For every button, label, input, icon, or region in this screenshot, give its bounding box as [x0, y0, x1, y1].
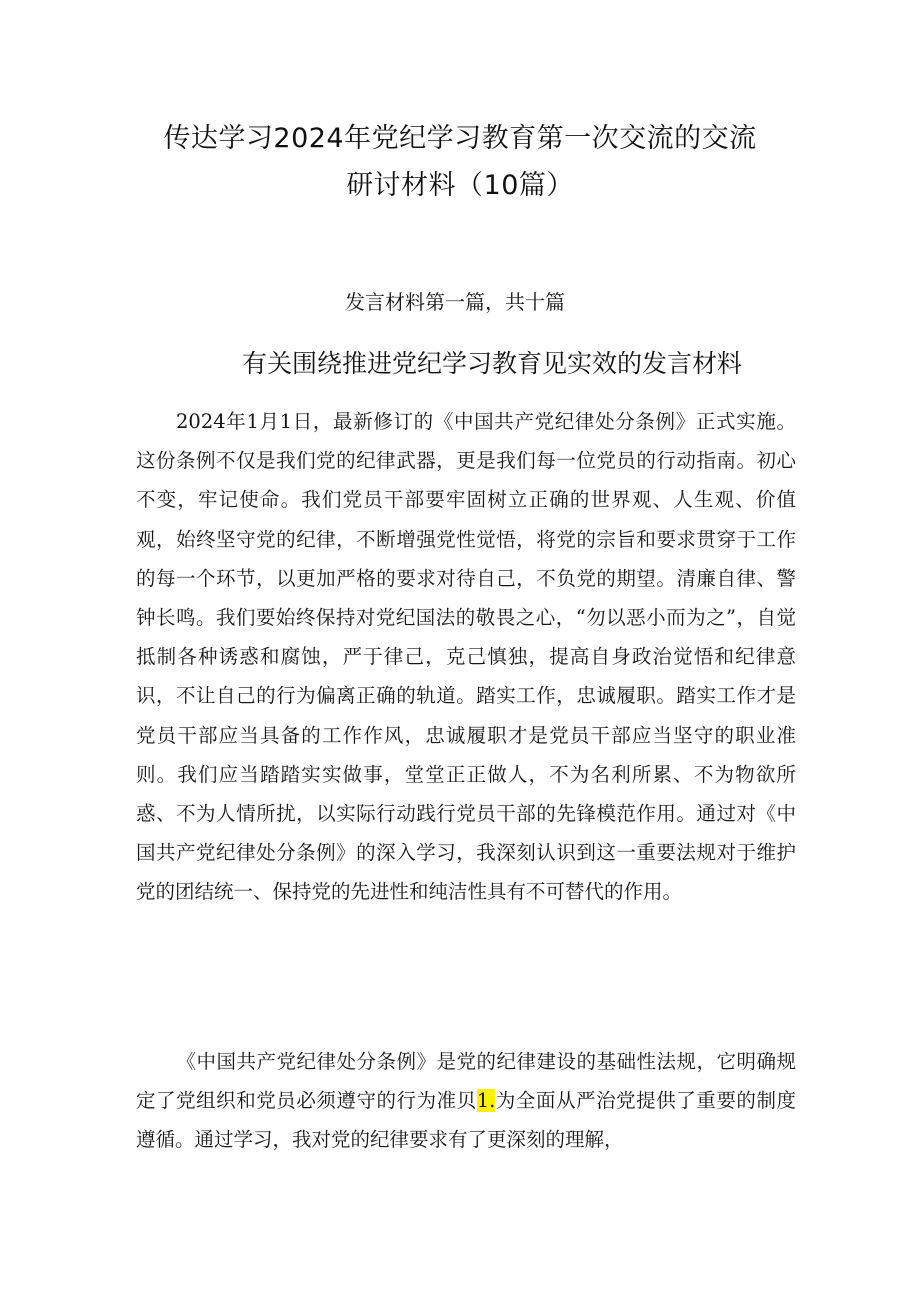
section-label: 发言材料第一篇，共十篇 [345, 290, 565, 314]
body-paragraph-1 [136, 402, 796, 1020]
paragraph-2-text-before: 《中国共产党纪律处分条例》是党的纪律建设的基础性法规，它明确规定了党组织和党员必须遵守的行为准贝 [136, 1050, 796, 1113]
speech-title: 有关围绕推进党纪学习教育见实效的发言材料 [242, 349, 743, 378]
highlighted-text: 1. [476, 1089, 496, 1113]
paragraph-2-text-after: 为全面从严治党提供了重要的制度遵循。通过学习，我对党的纪律要求有了更深刻的理解， [136, 1089, 796, 1152]
document-title-line-2: 研讨材料（10篇） [346, 170, 574, 201]
paragraph-1-text: 2024年1月1日，最新修订的《中国共产党纪律处分条例》正式实施。这份条例不仅是我们党的纪律武器，更是我们每一位党员的行动指南。初心不变，牢记使命。我们党员干部要牢固树立正确的世界观、人生观、价值观，始终坚守党的纪律，不断增强党性觉悟，将党的宗旨和要求贯穿于工作的每一个环节，以更加严格的要求对待自己，不负党的期望。清廉自律、警钟长鸣。我们要始终保持对党纪国法的敬畏之心，“勿以恶小而为之”，自觉抵制各种诱惑和腐蚀，严于律己，克己慎独，提高自身政治觉悟和纪律意识，不让自己的行为偏离正确的轨道。踏实工作，忠诚履职。踏实工作才是党员干部应当具备的工作作风，忠诚履职才是党员干部应当坚守的职业准则。我们应当踏踏实实做事，堂堂正正做人，不为名利所累、不为物欲所惑、不为人情所扰，以实际行动践行党员干部的先锋模范作用。通过对《中国共产党纪律处分条例》的深入学习，我深刻认识到这一重要法规对于维护党的团结统一、保持党的先进性和纯洁性具有不可替代的作用。 [136, 410, 796, 904]
document-title-line-1: 传达学习2024年党纪学习教育第一次交流的交流 [163, 123, 757, 154]
body-paragraph-2 [136, 1042, 796, 1202]
